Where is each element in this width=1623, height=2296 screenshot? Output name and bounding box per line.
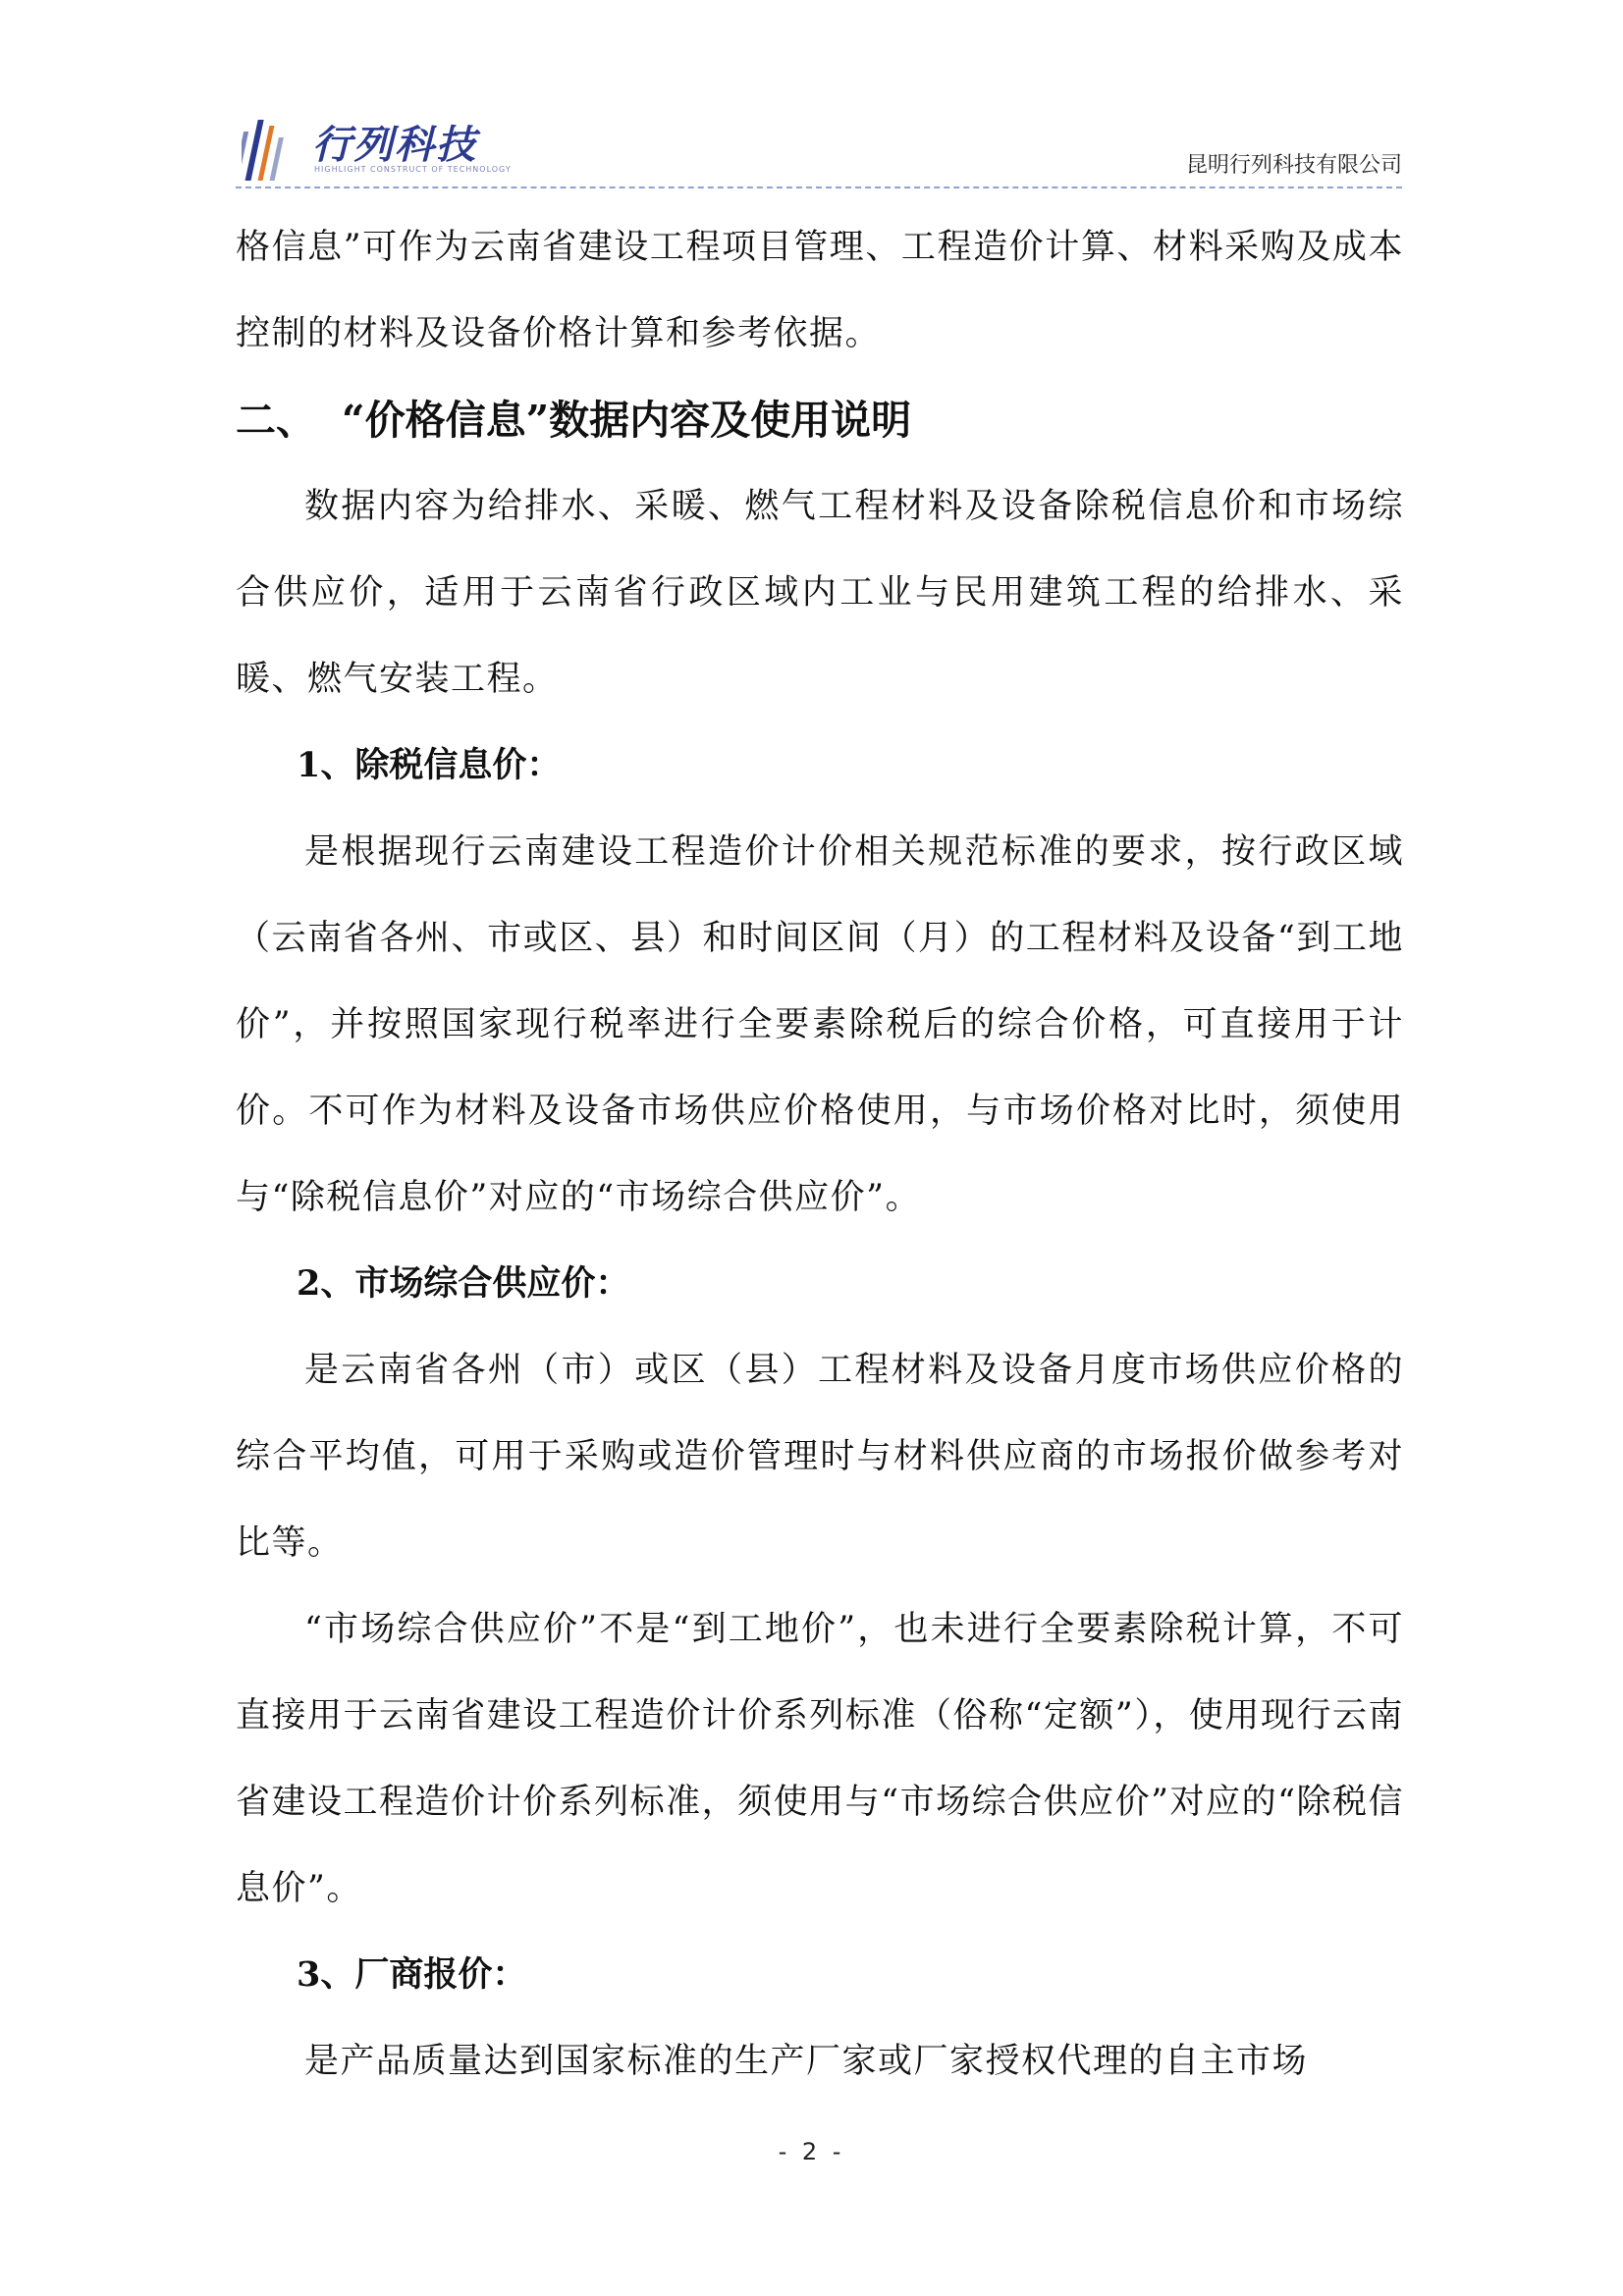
logo-text: 行列科技 xyxy=(312,123,477,168)
subheading-manufacturer-quote: 3、厂商报价： xyxy=(297,1954,527,1995)
paragraph-market-supply-note: “市场综合供应价”不是“到工地价”，也未进行全要素除税计算，不可直接用于云南省建设工程造价计价系列标准（俗称“定额”），使用现行云南省建设工程造价计价系列标准，须使用与“市场综合供应价”对应的“除税信息价”。 xyxy=(236,1610,1404,1908)
section-title: “价格信息”数据内容及使用说明 xyxy=(342,397,912,444)
company-logo xyxy=(236,108,569,187)
company-name: 昆明行列科技有限公司 xyxy=(1185,153,1402,178)
document-body xyxy=(236,204,1404,2105)
paragraph-data-content: 数据内容为给排水、采暖、燃气工程材料及设备除税信息价和市场综合供应价，适用于云南省行政区域内工业与民用建筑工程的给排水、采暖、燃气安装工程。 xyxy=(236,487,1404,699)
logo-bars-icon xyxy=(242,114,300,181)
paragraph-manufacturer-quote: 是产品质量达到国家标准的生产厂家或厂家授权代理的自主市场 xyxy=(304,2042,1309,2081)
section-number: 二、 xyxy=(236,397,316,444)
page-number: - 2 - xyxy=(778,2138,845,2165)
section-heading xyxy=(236,377,1404,463)
logo-subtext: HIGHLIGHT CONSTRUCT OF TECHNOLOGY xyxy=(314,165,512,174)
paragraph-tax-exclusive-price: 是根据现行云南建设工程造价计价相关规范标准的要求，按行政区域（云南省各州、市或区、县）和时间区间（月）的工程材料及设备“到工地价”，并按照国家现行税率进行全要素除税后的综合价格，可直接用于计价。不可作为材料及设备市场供应价格使用，与市场价格对比时，须使用与“除税信息价”对应的“市场综合供应价”。 xyxy=(236,832,1404,1217)
subheading-market-supply-price: 2、市场综合供应价： xyxy=(297,1263,630,1304)
page-header xyxy=(236,108,1402,188)
subheading-tax-exclusive-price: 1、除税信息价： xyxy=(297,745,562,785)
paragraph-market-supply-price: 是云南省各州（市）或区（县）工程材料及设备月度市场供应价格的综合平均值，可用于采购或造价管理时与材料供应商的市场报价做参考对比等。 xyxy=(236,1351,1404,1563)
paragraph-continuation: 格信息”可作为云南省建设工程项目管理、工程造价计算、材料采购及成本控制的材料及设备价格计算和参考依据。 xyxy=(236,228,1404,353)
